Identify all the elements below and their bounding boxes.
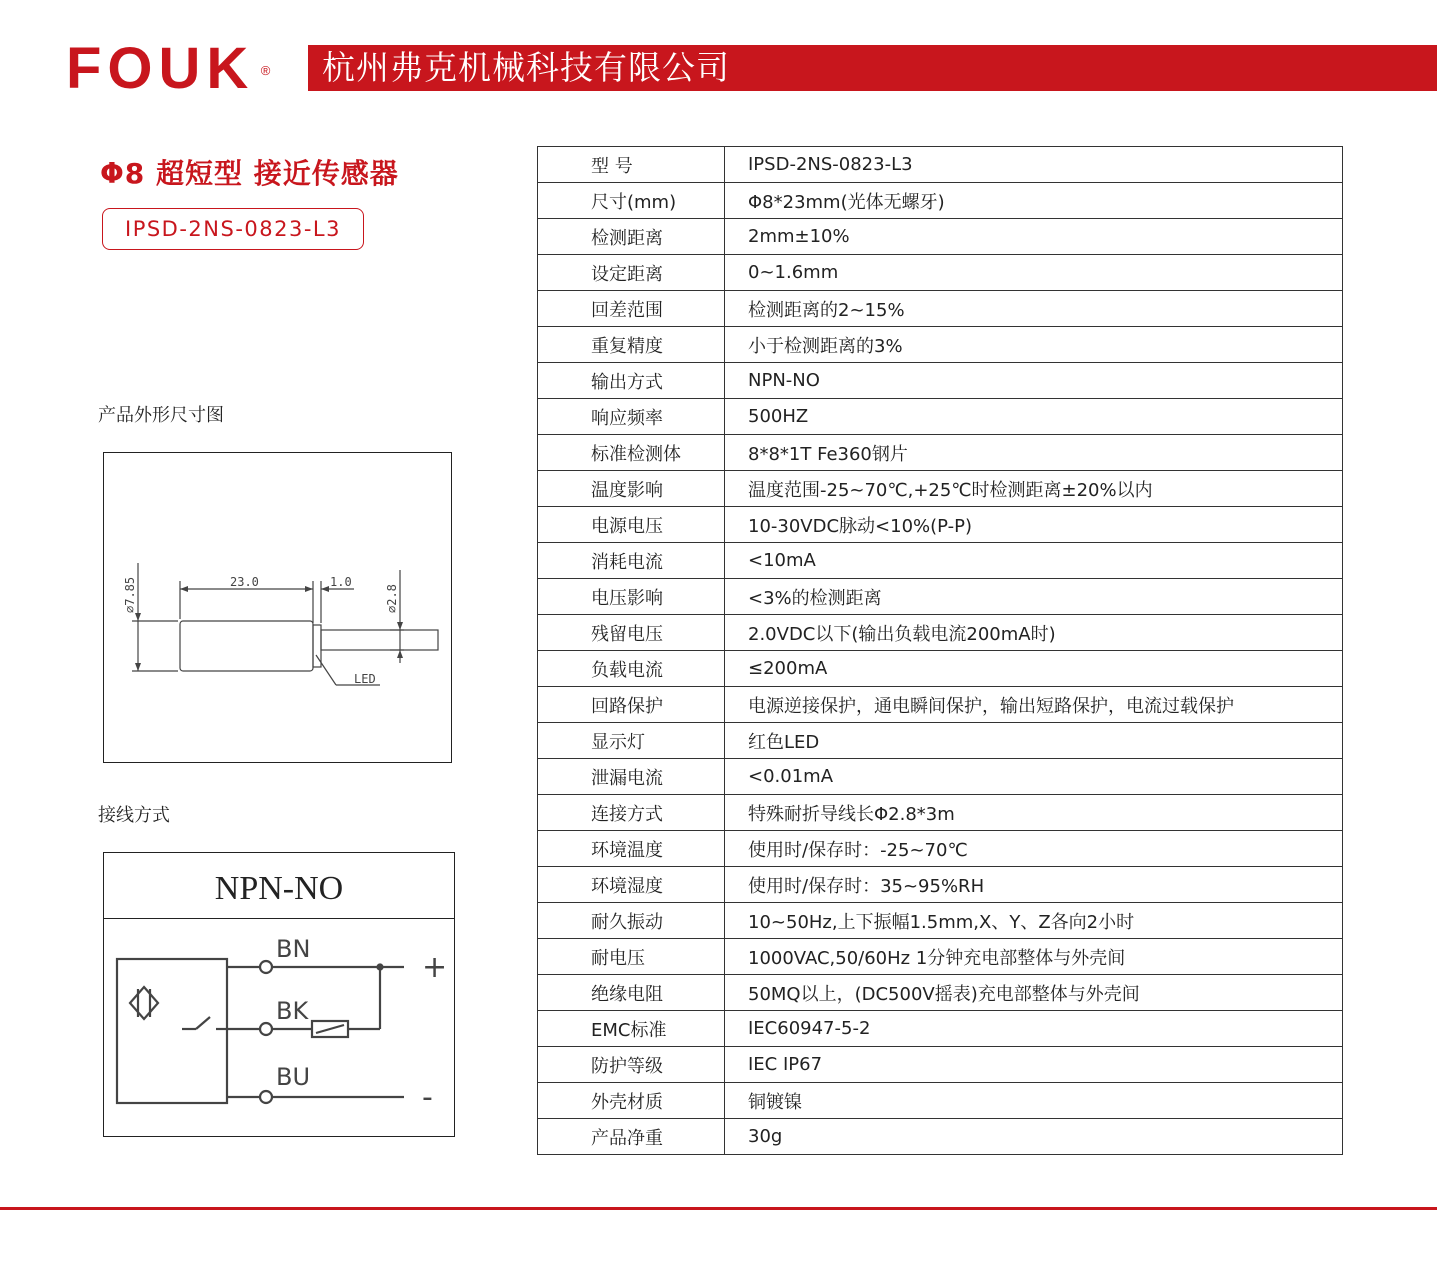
spec-row xyxy=(538,903,1343,939)
spec-value: 温度范围-25~70℃,+25℃时检测距离±20%以内 xyxy=(725,471,1343,507)
dimension-drawing-svg xyxy=(104,453,450,761)
spec-key: 设定距离 xyxy=(538,255,725,291)
spec-row xyxy=(538,687,1343,723)
spec-key: 温度影响 xyxy=(538,471,725,507)
spec-row xyxy=(538,939,1343,975)
spec-row xyxy=(538,867,1343,903)
spec-value: 10-30VDC脉动<10%(P-P) xyxy=(725,507,1343,543)
spec-value: Φ8*23mm(光体无螺牙) xyxy=(725,183,1343,219)
spec-row xyxy=(538,579,1343,615)
spec-row xyxy=(538,327,1343,363)
spec-key: 负载电流 xyxy=(538,651,725,687)
spec-value: <0.01mA xyxy=(725,759,1343,795)
spec-key: 泄漏电流 xyxy=(538,759,725,795)
minus-label: - xyxy=(422,1080,433,1115)
spec-value: IEC60947-5-2 xyxy=(725,1011,1343,1047)
spec-value: 铜镀镍 xyxy=(725,1083,1343,1119)
spec-key: 绝缘电阻 xyxy=(538,975,725,1011)
spec-key: 环境温度 xyxy=(538,831,725,867)
spec-row xyxy=(538,975,1343,1011)
spec-value: 红色LED xyxy=(725,723,1343,759)
spec-value: 电源逆接保护，通电瞬间保护，输出短路保护，电流过载保护 xyxy=(725,687,1343,723)
led-label: LED xyxy=(354,672,376,686)
spec-value: IEC IP67 xyxy=(725,1047,1343,1083)
spec-row xyxy=(538,1083,1343,1119)
spec-row xyxy=(538,255,1343,291)
wiring-schematic xyxy=(104,919,453,1134)
sensor-block xyxy=(117,959,227,1103)
spec-value: 1000VAC,50/60Hz 1分钟充电部整体与外壳间 xyxy=(725,939,1343,975)
spec-key: 消耗电流 xyxy=(538,543,725,579)
spec-row xyxy=(538,399,1343,435)
spec-row xyxy=(538,363,1343,399)
spec-key: 产品净重 xyxy=(538,1119,725,1155)
spec-key: 响应频率 xyxy=(538,399,725,435)
spec-value: 0~1.6mm xyxy=(725,255,1343,291)
spec-value: 8*8*1T Fe360钢片 xyxy=(725,435,1343,471)
spec-key: 回路保护 xyxy=(538,687,725,723)
spec-row xyxy=(538,831,1343,867)
bu-label: BU xyxy=(276,1063,311,1091)
spec-key: 尺寸(mm) xyxy=(538,183,725,219)
footer-line xyxy=(0,1207,1437,1210)
spec-value: 2.0VDC以下(输出负载电流200mA时) xyxy=(725,615,1343,651)
spec-key: EMC标准 xyxy=(538,1011,725,1047)
logo-text: FOUK xyxy=(66,36,255,101)
product-title: Φ8 超短型 接近传感器 xyxy=(100,157,399,190)
spec-row xyxy=(538,1011,1343,1047)
spec-value: 30g xyxy=(725,1119,1343,1155)
wiring-title: NPN-NO xyxy=(104,853,454,919)
company-name: 杭州弗克机械科技有限公司 xyxy=(322,48,730,87)
spec-key: 型 号 xyxy=(538,147,725,183)
model-badge: IPSD-2NS-0823-L3 xyxy=(102,208,364,250)
sensor-cable xyxy=(321,630,438,650)
spec-value: 检测距离的2~15% xyxy=(725,291,1343,327)
drawing-label: 产品外形尺寸图 xyxy=(98,405,224,426)
spec-key: 输出方式 xyxy=(538,363,725,399)
dim-length-label: 23.0 xyxy=(230,575,259,589)
spec-row xyxy=(538,1047,1343,1083)
spec-key: 显示灯 xyxy=(538,723,725,759)
spec-key: 耐久振动 xyxy=(538,903,725,939)
wiring-diagram xyxy=(103,852,455,1137)
dim-body-diameter-label: ⌀7.85 xyxy=(123,576,137,613)
spec-key: 连接方式 xyxy=(538,795,725,831)
spec-value: 2mm±10% xyxy=(725,219,1343,255)
spec-table xyxy=(537,146,1343,1155)
spec-key: 电源电压 xyxy=(538,507,725,543)
spec-table-body xyxy=(538,147,1343,1155)
spec-value: <3%的检测距离 xyxy=(725,579,1343,615)
spec-value: 特殊耐折导线长Φ2.8*3m xyxy=(725,795,1343,831)
spec-value: 500HZ xyxy=(725,399,1343,435)
spec-key: 电压影响 xyxy=(538,579,725,615)
spec-key: 外壳材质 xyxy=(538,1083,725,1119)
spec-value: 10~50Hz,上下振幅1.5mm,X、Y、Z各向2小时 xyxy=(725,903,1343,939)
spec-row xyxy=(538,759,1343,795)
spec-value: 小于检测距离的3% xyxy=(725,327,1343,363)
spec-row xyxy=(538,723,1343,759)
spec-row xyxy=(538,147,1343,183)
spec-row xyxy=(538,651,1343,687)
dim-cable-diameter-label: ⌀2.8 xyxy=(385,584,399,613)
spec-row xyxy=(538,291,1343,327)
spec-value: <10mA xyxy=(725,543,1343,579)
spec-row xyxy=(538,615,1343,651)
spec-value: IPSD-2NS-0823-L3 xyxy=(725,147,1343,183)
spec-value: NPN-NO xyxy=(725,363,1343,399)
spec-row xyxy=(538,543,1343,579)
sensor-body xyxy=(180,621,313,671)
spec-key: 重复精度 xyxy=(538,327,725,363)
sensor-symbol-icon xyxy=(130,987,158,1019)
plus-label: + xyxy=(422,950,448,985)
spec-row xyxy=(538,219,1343,255)
spec-key: 防护等级 xyxy=(538,1047,725,1083)
spec-value: ≤200mA xyxy=(725,651,1343,687)
registered-mark: ® xyxy=(260,63,271,78)
spec-row xyxy=(538,435,1343,471)
spec-key: 回差范围 xyxy=(538,291,725,327)
spec-value: 使用时/保存时：-25~70℃ xyxy=(725,831,1343,867)
bn-label: BN xyxy=(276,935,311,963)
spec-value: 50MQ以上，(DC500V摇表)充电部整体与外壳间 xyxy=(725,975,1343,1011)
spec-row xyxy=(538,1119,1343,1155)
spec-key: 标准检测体 xyxy=(538,435,725,471)
spec-value: 使用时/保存时：35~95%RH xyxy=(725,867,1343,903)
wiring-label: 接线方式 xyxy=(98,805,170,826)
spec-key: 检测距离 xyxy=(538,219,725,255)
spec-row xyxy=(538,507,1343,543)
spec-row xyxy=(538,795,1343,831)
spec-row xyxy=(538,183,1343,219)
bk-label: BK xyxy=(276,997,309,1025)
fouk-logo xyxy=(66,36,271,101)
dim-cap-label: 1.0 xyxy=(330,575,352,589)
spec-row xyxy=(538,471,1343,507)
dimension-drawing xyxy=(103,452,452,763)
spec-key: 残留电压 xyxy=(538,615,725,651)
spec-key: 耐电压 xyxy=(538,939,725,975)
spec-key: 环境湿度 xyxy=(538,867,725,903)
